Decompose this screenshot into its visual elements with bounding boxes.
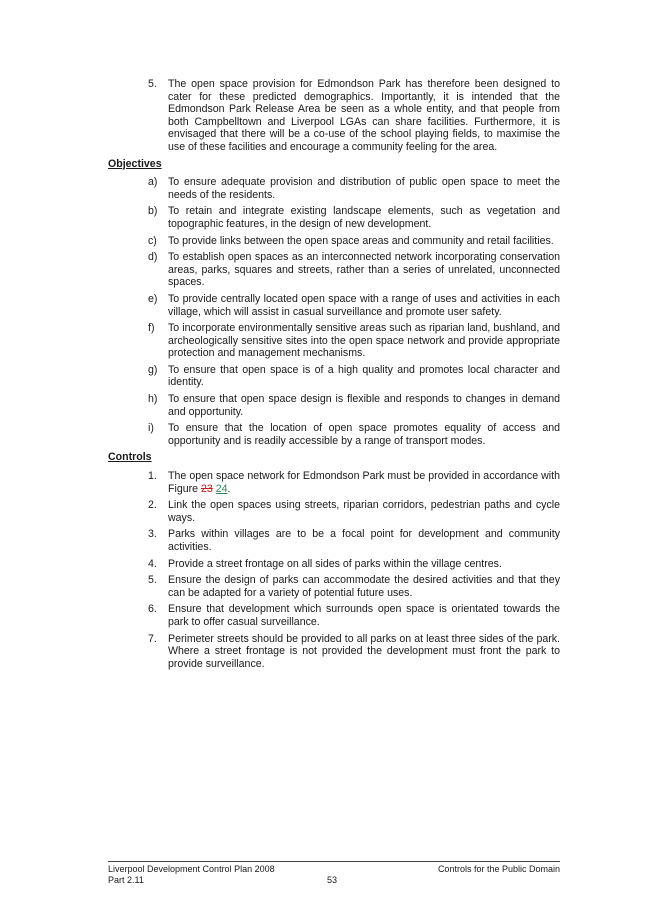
list-item [108, 422, 560, 447]
list-item-text: Ensure the design of parks can accommodate the desired activities and that they can be adapted for a variety of potential future uses. [168, 574, 560, 599]
list-item [108, 251, 560, 289]
list-item [108, 633, 560, 671]
list-marker: 4. [148, 557, 157, 570]
list-item [108, 528, 560, 553]
list-item [108, 499, 560, 524]
list-item-text: To ensure that open space is of a high quality and promotes local character and identity. [168, 363, 560, 389]
controls-list [108, 470, 560, 670]
list-item-text: To ensure that the location of open space promotes equality of access and opportunity and is readily accessible by a range of transport modes. [168, 422, 560, 447]
list-marker: a) [148, 176, 158, 189]
list-item [108, 322, 560, 360]
list-item-text: To establish open spaces as an interconnected network incorporating conservation areas, parks, squares and streets, rather than a series of unrelated, unconnected spaces. [168, 251, 560, 289]
list-item-text: To provide links between the open space areas and community and retail facilities. [168, 234, 554, 247]
footer-document-title: Liverpool Development Control Plan 2008 [108, 864, 275, 874]
list-item-text: To provide centrally located open space with a range of uses and activities in each village, which will assist in casual surveillance and promote user safety. [168, 292, 560, 318]
list-item-text-end: . [227, 482, 231, 495]
list-marker: i) [148, 422, 154, 435]
list-item-text: To incorporate environmentally sensitive areas such as riparian land, bushland, and archeologically sensitive sites into the open space network and provide appropriate protection and management mechanisms. [168, 322, 560, 360]
list-item-text: Ensure that development which surrounds open space is orientated towards the park to offer casual surveillance. [168, 603, 560, 628]
list-item-text: The open space network for Edmondson Park must be provided in accordance with Figure [168, 470, 560, 495]
page-number: 53 [327, 875, 338, 885]
list-item [108, 470, 560, 495]
list-item [108, 574, 560, 599]
controls-heading: Controls [108, 451, 152, 464]
list-marker: 5. [148, 78, 157, 90]
footer-part: Part 2.11 [108, 875, 144, 885]
objectives-list [108, 176, 560, 447]
list-item [108, 235, 560, 248]
list-marker: 1. [148, 470, 157, 483]
list-marker: b) [148, 205, 158, 218]
footer-section-title: Controls for the Public Domain [437, 864, 560, 874]
list-marker: c) [148, 234, 157, 247]
list-item [108, 393, 560, 418]
list-item [108, 603, 560, 628]
list-marker: e) [148, 292, 158, 305]
list-item [108, 293, 560, 318]
intro-paragraph [108, 78, 560, 154]
list-marker: 6. [148, 603, 157, 616]
list-item-text: Link the open spaces using streets, riparian corridors, pedestrian paths and cycle ways. [168, 499, 560, 524]
paragraph-text: The open space provision for Edmondson Park has therefore been designed to cater for these predicted demographics. Importantly, it is intended that the Edmondson Park Release Area be seen as a whole entity, and that people from both Campbelltown and Liverpool LGAs can share facilities. Furthermore, it is envisaged that there will be a co-use of the school playing fields, to maximise the use of these facilities and encourage a community feeling for the area. [168, 78, 560, 153]
deleted-revision-text: 23 [200, 482, 213, 495]
list-marker: h) [148, 393, 158, 406]
list-marker: d) [148, 251, 158, 264]
objectives-heading: Objectives [108, 157, 162, 170]
list-marker: 7. [148, 632, 157, 645]
list-marker: 2. [148, 499, 157, 512]
list-item [108, 558, 560, 571]
list-item-text: Provide a street frontage on all sides of parks within the village centres. [168, 557, 502, 570]
page-content [108, 78, 560, 674]
list-item-text: Perimeter streets should be provided to all parks on at least three sides of the park. Where a street frontage is not provided the development must front the park to provide surveillance. [168, 632, 560, 670]
list-item-text: To ensure adequate provision and distribution of public open space to meet the needs of the residents. [168, 176, 560, 201]
list-marker: 5. [148, 574, 157, 587]
list-item-text: To retain and integrate existing landscape elements, such as vegetation and topographic features, in the design of new development. [168, 205, 560, 230]
inserted-revision-text: 24 [215, 482, 228, 495]
footer-divider [108, 861, 560, 862]
list-marker: 3. [148, 528, 157, 541]
list-item [108, 364, 560, 389]
list-item [108, 205, 560, 230]
list-marker: f) [148, 322, 155, 335]
list-item [108, 176, 560, 201]
list-item-text: To ensure that open space design is flexible and responds to changes in demand and opportunity. [168, 393, 560, 418]
list-item-text: Parks within villages are to be a focal point for development and community activities. [168, 528, 560, 553]
list-marker: g) [148, 363, 158, 376]
